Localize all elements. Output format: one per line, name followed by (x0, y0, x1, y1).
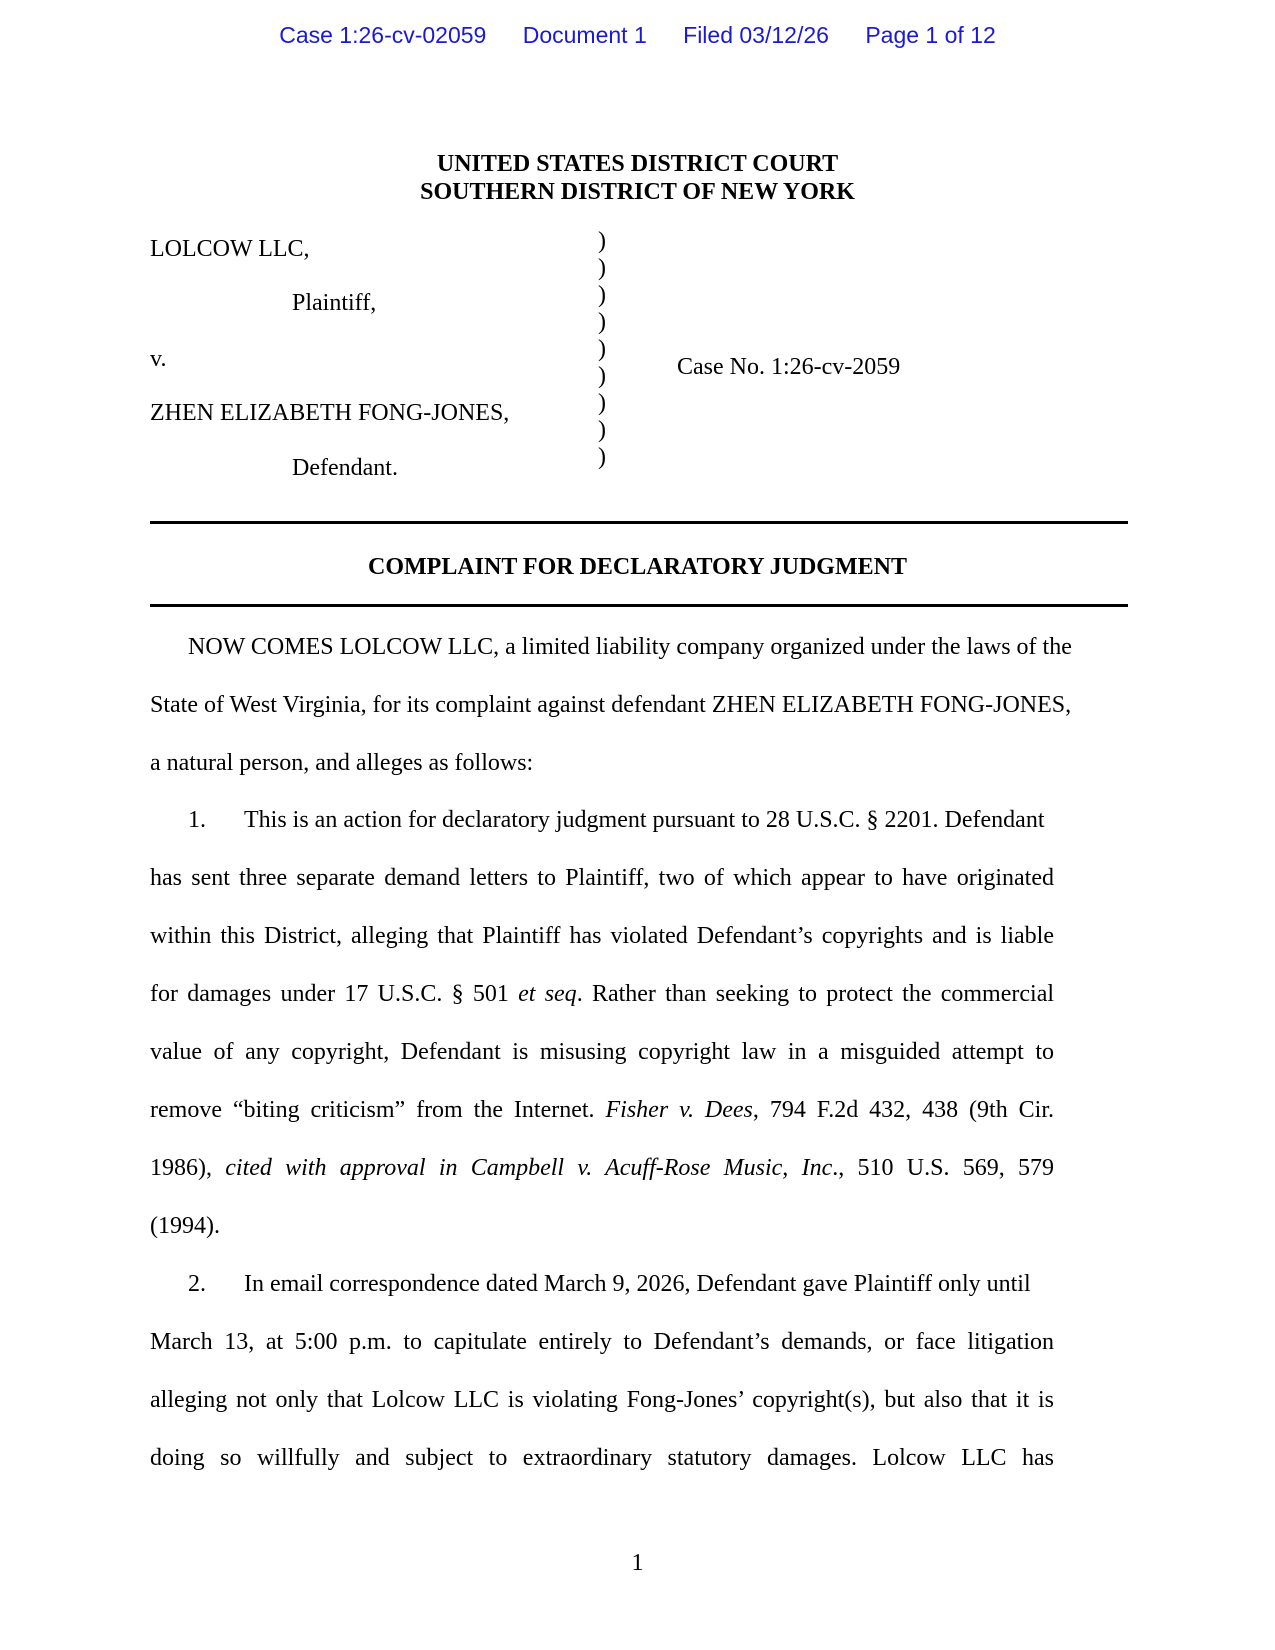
ecf-header-stamp (0, 22, 1275, 49)
caption-paren: ) (598, 309, 606, 335)
text-span: remove “biting criticism” from the Internet. (150, 1097, 606, 1123)
case-citation: cited with approval in Campbell v. Acuff-Rose Music, Inc (225, 1155, 833, 1181)
court-heading (0, 150, 1275, 206)
paragraph-line: value of any copyright, Defendant is misusing copyright law in a misguided attempt to (150, 1039, 1054, 1065)
intro-line: a natural person, and alleges as follows: (150, 750, 534, 776)
paragraph-line: doing so willfully and subject to extraordinary statutory damages. Lolcow LLC has (150, 1445, 1054, 1471)
paragraph-line: within this District, alleging that Plaintiff has violated Defendant’s copyrights and is liable (150, 923, 1054, 949)
defendant-name: ZHEN ELIZABETH FONG-JONES, (150, 400, 510, 426)
paragraph-1-first-line (188, 807, 1045, 837)
plaintiff-role: Plaintiff, (292, 290, 377, 316)
paragraph-line (150, 1155, 1054, 1185)
text-span: for damages under 17 U.S.C. § 501 (150, 981, 519, 1007)
text-span: ., 510 U.S. 569, 579 (832, 1155, 1054, 1181)
paragraph-line (150, 1097, 1054, 1127)
paragraph-line: has sent three separate demand letters to Plaintiff, two of which appear to have originated (150, 865, 1054, 891)
paragraph-line: alleging not only that Lolcow LLC is violating Fong-Jones’ copyright(s), but also that it is (150, 1387, 1054, 1413)
header-page-count: Page 1 of 12 (865, 22, 996, 48)
divider-bottom (150, 604, 1128, 607)
caption-paren: ) (598, 444, 606, 470)
paragraph-line (150, 981, 1054, 1011)
caption-paren: ) (598, 255, 606, 281)
italic-text: et seq (518, 981, 577, 1007)
paragraph-text: In email correspondence dated March 9, 2026, Defendant gave Plaintiff only until (244, 1271, 1031, 1297)
paragraph-line: March 13, at 5:00 p.m. to capitulate entirely to Defendant’s demands, or face litigation (150, 1329, 1054, 1355)
court-name: UNITED STATES DISTRICT COURT (436, 151, 839, 177)
page-number: 1 (631, 1550, 644, 1576)
document-title: COMPLAINT FOR DECLARATORY JUDGMENT (368, 554, 907, 580)
intro-line: State of West Virginia, for its complaint against defendant ZHEN ELIZABETH FONG-JONES, (150, 692, 1072, 718)
paragraph-number: 2. (188, 1271, 206, 1297)
divider-top (150, 521, 1128, 524)
caption-paren: ) (598, 390, 606, 416)
case-citation: Fisher v. Dees (605, 1097, 753, 1123)
case-number: Case No. 1:26-cv-2059 (677, 354, 901, 380)
header-document-number: Document 1 (522, 22, 647, 48)
paragraph-2-first-line (188, 1271, 1031, 1301)
caption-paren: ) (598, 282, 606, 308)
text-span: . Rather than seeking to protect the commercial (576, 981, 1055, 1007)
header-case-number: Case 1:26-cv-02059 (279, 22, 487, 48)
plaintiff-name: LOLCOW LLC, (150, 236, 310, 262)
text-span: , 794 F.2d 432, 438 (9th Cir. (752, 1097, 1054, 1123)
intro-line: NOW COMES LOLCOW LLC, a limited liability company organized under the laws of the (188, 634, 1072, 660)
paragraph-text: This is an action for declaratory judgment pursuant to 28 U.S.C. § 2201. Defendant (244, 807, 1045, 833)
paragraph-number: 1. (188, 807, 206, 833)
defendant-role: Defendant. (292, 455, 398, 481)
text-span: 1986), (150, 1155, 226, 1181)
paragraph-line: (1994). (150, 1213, 220, 1239)
court-district: SOUTHERN DISTRICT OF NEW YORK (420, 179, 855, 205)
versus: v. (150, 346, 167, 372)
caption-paren: ) (598, 336, 606, 362)
caption-paren: ) (598, 417, 606, 443)
header-filed-date: Filed 03/12/26 (683, 22, 829, 48)
caption-paren: ) (598, 228, 606, 254)
caption-paren: ) (598, 363, 606, 389)
